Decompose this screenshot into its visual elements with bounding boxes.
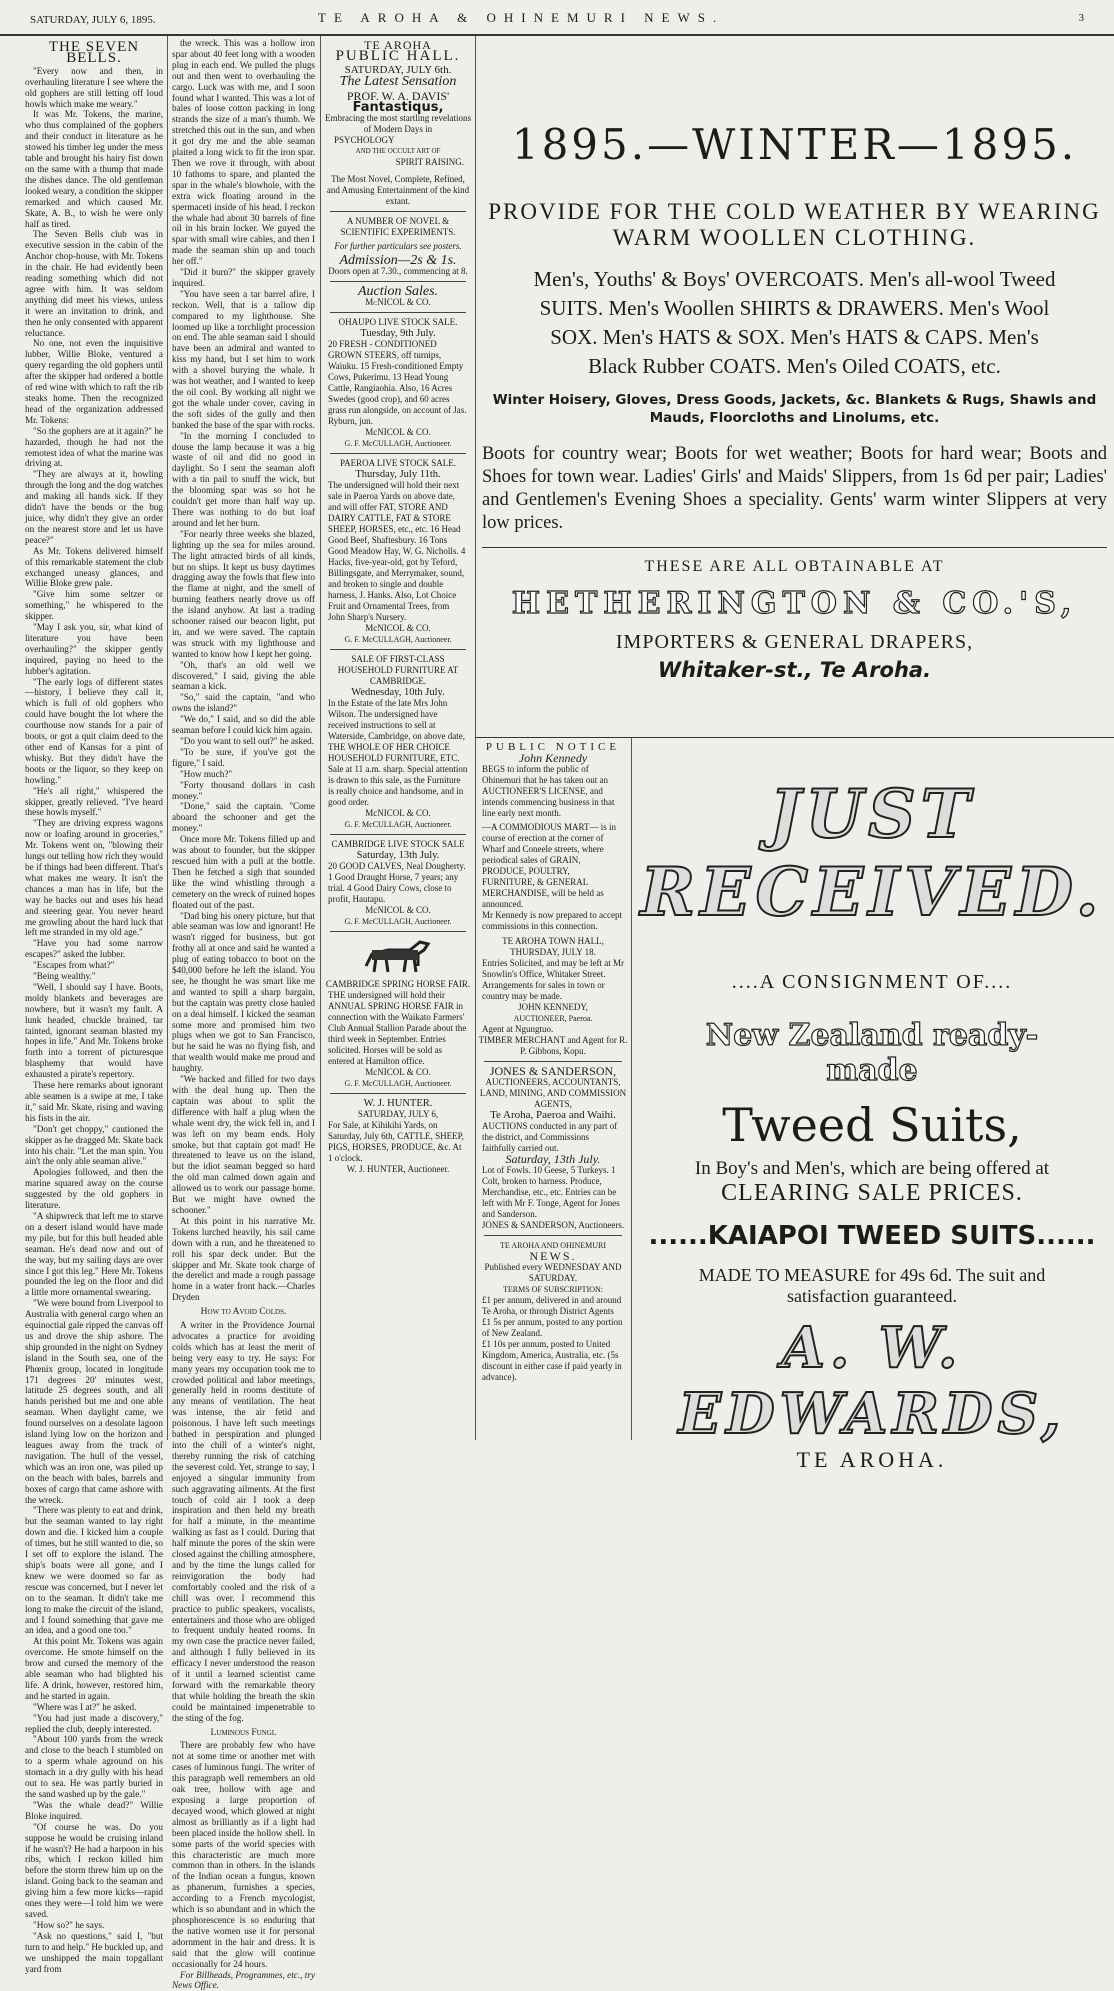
story-paragraph: "Forty thousand dollars in cash money."	[172, 780, 315, 802]
subs-news: NEWS.	[478, 1251, 628, 1262]
story-paragraph: Once more Mr. Tokens filled up and was about to founder, but the skipper rescued him with a pull at the bottle. Then he fetched a sigh that sounded like the wind whistling through a cemetery on the wreck of ruined hopes floated out of the past.	[172, 834, 315, 910]
colds-article: A writer in the Providence Journal advocates a practice for avoiding colds which has at least the merit of being very easy to try. He says: For many years my occupation took me to crowded political and labor meetings, generally held in rooms destitute of any means of ventilation. The heat was intense, the air fetid and poisonous. I have left such meetings bathed in perspiration and plunged into the chill of a winter's night, thereby running the risk of catching the severest cold. Yet, strange to say, I enjoyed a singular immunity from such aggravating ailments. At the first touch of cold air I took a deep inspiration and then held my breath for half a minute, in the meantime walking as fast as I could. During that half minute the pores of the skin were closed against the chilling atmosphere, and by the time the lungs called for reinvigoration the body had comfortably cooled and the risk of a chill was over. I recommend this practice to public speakers, vocalists, entertainers and those who are obliged to frequent unduly heated rooms. In my own case the practice never failed, and although I fully believed in its efficacy I never understood the reason of it until a learned scientist came forward with the remarkable theory that while holding the breath the skin could be maintained impenetrable to the sting of the fog.	[172, 1320, 315, 1724]
column-rule	[320, 36, 321, 1440]
notice-column	[478, 742, 628, 1440]
ohaupo-auctioneer: G. F. McCULLAGH, Auctioneer.	[324, 438, 472, 449]
notice-timber: TIMBER MERCHANT and Agent for R. P. Gibbons, Kopu.	[478, 1035, 628, 1057]
story-paragraph: "Give him some seltzer or something," he whispered to the skipper.	[25, 589, 163, 622]
clss-sign: McNICOL & CO.	[324, 905, 472, 916]
section-rule	[475, 737, 1114, 738]
spring-text: THE undersigned will hold their ANNUAL SPRING HORSE FAIR in connection with the Waikato Farmers' Club Annual Stallion Parade about the third week in September. Entries solicited. Horses will be sold as entered at Hamilton office.	[324, 990, 472, 1067]
edwards-nz1: New Zealand ready-	[636, 1018, 1108, 1053]
masthead-title: TE AROHA & OHINEMURI NEWS.	[318, 10, 724, 26]
story-paragraph: "How so?" he says.	[25, 1920, 163, 1931]
story-paragraph: "Done," said the captain. "Come aboard the schooner and get the money."	[172, 801, 315, 834]
jones-sign: JONES & SANDERSON, Auctioneers.	[478, 1220, 628, 1231]
ohaupo-title: OHAUPO LIVE STOCK SALE.	[324, 317, 472, 328]
billheads-notice: For Billheads, Programmes, etc., try News Office.	[172, 1970, 315, 1991]
notice-entries: Entries Solicited, and may be left at Mr Snowlin's Office, Whitaker Street.	[478, 958, 628, 980]
paeroa-date: Thursday, July 11th.	[324, 469, 472, 480]
edwards-satis: satisfaction guaranteed.	[636, 1286, 1108, 1307]
story-paragraph: "Well, I should say I have. Boots, moldy blankets and beverages are nowhere, but it wasn't my fault. A lunk headed, chuckle brained, tar tainted, ignorant seaman blasted my hopes in life." And Mr. Tokens broke forth into a torrent of picturesque blasphemy that would have exhausted a pirate's repertory.	[25, 982, 163, 1080]
winter-firm: HETHERINGTON & CO.'S,	[482, 586, 1107, 621]
story-paragraph: At this point in his narrative Mr. Tokens lurched heavily, his sail came down with a run, and he threatened to roll his spar deck under. But the skipper and Mr. Skate took charge of the derelict and made a rough passage home in a water front hack.—Charles Dryden	[172, 1216, 315, 1303]
winter-sub1: PROVIDE FOR THE COLD WEATHER BY WEARING	[482, 199, 1107, 225]
story-paragraph: "So," said the captain, "and who owns the island?"	[172, 692, 315, 714]
hall-posters: For further particulars see posters.	[324, 241, 472, 252]
column-rule	[631, 737, 632, 1440]
jones-places: Te Aroha, Paeroa and Waihi.	[478, 1110, 628, 1121]
jones-lots: Lot of Fowls. 10 Geese, 5 Turkeys. 1 Colt, broken to harness. Produce, Merchandise, etc., etc. Entries can be left with Mr F. Tonge, Agent for Jones and Sanderson.	[478, 1165, 628, 1220]
winter-title: 1895.—WINTER—1895.	[482, 120, 1107, 169]
story-paragraph: "May I ask you, sir, what kind of literature you have been overhauling?" the skipper gently inquired, paying no heed to the lubber's agitation.	[25, 622, 163, 677]
story-paragraph: "Did it burn?" the skipper gravely inquired.	[172, 267, 315, 289]
story-paragraph: "You have seen a tar barrel afire, I reckon. Well, that is a tallow dip compared to my lighthouse. She loomed up like a torchlight procession on end. The able seaman said I should have been an admiral and wanted to kiss my hand, but I set him to work with a shovel burying the whale. It was hot weather, and I wanted to keep the oil cool. By working all night we got the whale under cover, caving in the soft sides of the gully and then banked the base of the spar with rocks.	[172, 289, 315, 431]
notice-jk: JOHN KENNEDY,	[478, 1002, 628, 1013]
hall-fant: Fantastiqus,	[324, 102, 472, 113]
paeroa-text: The undersigned will hold their next sale in Paeroa Yards on above date, and will offer FAT, STORE AND DAIRY CATTLE, FAT & STORE SHEEP, HORSES, etc., etc. 16 Head Good Beef, Shaftesbury. 16 Tons Good Meadow Hay, W. G. Nicholls. 4 Hacks, five-year-old, got by Teford, Billingsgate, and Merrymaker, sound, and broken to single and double harness, J. Hanks. Also, Lot Choice Fruit and Ornamental Trees, from John Sharp's Nursery.	[324, 480, 472, 623]
edwards-kaiapoi: ......KAIAPOI TWEED SUITS......	[636, 1221, 1108, 1251]
subs-t1: £1 per annum, delivered in and around Te Aroha, or through District Agents	[478, 1295, 628, 1317]
notice-arrange: Arrangements for sales in town or country may be made.	[478, 980, 628, 1002]
hunter-sign: W. J. HUNTER, Auctioneer.	[324, 1164, 472, 1175]
column-rule	[167, 36, 168, 1440]
masthead-date: SATURDAY, JULY 6, 1895.	[30, 14, 156, 26]
spring-auctioneer: G. F. McCULLAGH, Auctioneer.	[324, 1078, 472, 1089]
clss-text: 20 GOOD CALVES, Neal Dougherty. 1 Good Draught Horse, 7 years; any trial. 4 Good Dairy Cows, close to profit, Hautapu.	[324, 861, 472, 905]
story-paragraph: "We do," I said, and so did the able seaman before I could kick him again.	[172, 714, 315, 736]
edwards-town: TE AROHA.	[636, 1447, 1108, 1473]
story-paragraph: "Have you had some narrow escapes?" asked the lubber.	[25, 938, 163, 960]
notice-name: John Kennedy	[478, 753, 628, 764]
story-paragraph: "In the morning I concluded to douse the lamp because it was a big waste of oil and did no good in daylight. So I sent the seaman aloft with a tin pail to snuff the wick, but the blooming spar was so hot he couldn't get more than half way up. There was nothing to do but loaf around and let her burn.	[172, 431, 315, 529]
edwards-boys: In Boy's and Men's, which are being offered at	[636, 1158, 1108, 1180]
story-paragraph: "To be sure, if you've got the figure," I said.	[172, 747, 315, 769]
story-paragraph: These here remarks about ignorant able seamen is a swipe at me, I take it," said Mr. Skate, rising and waving his fists in the air.	[25, 1080, 163, 1124]
story-paragraph: "Being wealthy."	[25, 971, 163, 982]
hall-psych: PSYCHOLOGY	[324, 135, 472, 146]
story-title: THE SEVEN BELLS.	[25, 42, 163, 64]
hall-novel: The Most Novel, Complete, Refined, and Amusing Entertainment of the kind extant.	[324, 174, 472, 207]
hall-desc: Embracing the most startling revelations of Modern Days in	[324, 113, 472, 135]
story-paragraph: "We were bound from Liverpool to Australia with general cargo when an equinoctial gale ripped the canvas off us and drove the ship ashore. The ship grounded in the night on Sydney island in the South sea, one of the Phœnix group, located in longitude 171 degrees 20' minutes west, latitude 25 degrees south, and all hands perished but me and one able seaman. When daylight came, we found ourselves on a desolate lagoon island lying low on the horizon and leagues away from the track of navigation. The hull of the vessel, which was an iron one, was piled up on the beach with bales, barrels and boxes of cargo that came ashore with the wreck.	[25, 1298, 163, 1505]
notice-hall-date: THURSDAY, JULY 18.	[478, 947, 628, 958]
winter-line3: SOX. Men's HATS & SOX. Men's HATS & CAPS. Men's	[482, 323, 1107, 352]
story-paragraph: "They are always at it, howling through the long and the dog watches and making all hands sick. If they didn't have the bends or the bug juice, why didn't they give an order on the nearest store and let us have peace?"	[25, 469, 163, 545]
story-paragraph: "For nearly three weeks she blazed, lighting up the sea for miles around. The light attracted birds of all kinds, but no ships. It kept us busy daytimes dragging away the fowls that flew into the flame at night, and the smell of burning feathers nearly drove us off the island anyhow. At last a trading schooner raised our beacon light, put in, and we were saved. The captain was struck with my lighthouse and wanted to know how I kept her going.	[172, 529, 315, 660]
story-paragraph: No one, not even the inquisitive lubber, Willie Bloke, ventured a query regarding the old gophers until after the skipper had ordered a bottle of red wine with which to raft the rib steaks home. Then the recognized head of the organization addressed Mr. Tokens:	[25, 338, 163, 425]
story-paragraph: "Of course he was. Do you suppose he would be cruising inland if he wasn't? He had a harpoon in his ribs, which I reckon killed him before the storm threw him up on the island. Going back to the seaman and giving him a few more kicks—rapid ones they were—I told him we were saved.	[25, 1822, 163, 1920]
ohaupo-text: 20 FRESH - CONDITIONED GROWN STEERS, off turnips, Waiuku. 15 Fresh-conditioned Empty Cows, Pukerimu. 13 Head Young Cattle, Rangiaohia. Also, 16 Acres Swedes (good crop), and 60 acres grass run alongside, on account of Jas. Ryburn, jun.	[324, 339, 472, 427]
winter-line1: Men's, Youths' & Boys' OVERCOATS. Men's all-wool Tweed	[482, 265, 1107, 294]
subs-t3: £1 10s per annum, posted to United Kingdom, America, Australia, etc. (5s discount in either case if paid yearly in advance).	[478, 1339, 628, 1383]
subs-paper: TE AROHA AND OHINEMURI	[478, 1240, 628, 1251]
story-paragraph: Apologies followed, and then the marine squared away on the course suggested by the old gophers in literature.	[25, 1167, 163, 1211]
edwards-consign: ....A CONSIGNMENT OF....	[636, 971, 1108, 994]
story-paragraph: The Seven Bells club was in executive session in the cabin of the Anchor chop-house, with Mr. Tokens in the chair. He had evidently been reading something which did not agree with him. It was seldom anything did meet his views, unless it were an invitation to drink, and then he only consented with apparent reluctance.	[25, 229, 163, 338]
masthead	[0, 0, 1114, 36]
story-paragraph: "A shipwreck that left me to starve on a desert island would have made my pile, but for this bull headed able seaman. He's dead now and out of the way, but my sailing days are over since I got this leg." Here Mr. Tokens pounded the leg on the floor and did a little more ornamental swearing.	[25, 1211, 163, 1298]
hall-occult: AND THE OCCULT ART OF	[324, 146, 472, 157]
horse-icon	[358, 936, 438, 976]
story-paragraph: "Oh, that's an old well we discovered," I said, giving the able seaman a kick.	[172, 660, 315, 693]
story-paragraph: "Was the whale dead?" Willie Bloke inquired.	[25, 1800, 163, 1822]
winter-line2: SUITS. Men's Woollen SHIRTS & DRAWERS. Men's Wool	[482, 294, 1107, 323]
jones-text: AUCTIONS conducted in any part of the district, and Commissions faithfully carried out.	[478, 1121, 628, 1154]
paeroa-sign: McNICOL & CO.	[324, 623, 472, 634]
winter-hosiery2: Mauds, Floorcloths and Linolums, etc.	[482, 409, 1107, 427]
story-paragraph: the wreck. This was a hollow iron spar about 40 feet long with a wooden plug in each end. We pulled the plugs out and then went to overhauling the cargo. Luck was with me, and I soon found what I wanted. This was a lot of bales of loose cotton packing in long strands the size of a man's thumb. We stretched this out in the sun, and when it got dry me and the able seaman plaited a long wick to fit the iron spar. Then we rove it through, with about 10 fathoms to spare, and planted the spar in the whale's blowhole, with the extra wick floating around in the spermaceti inside of his head. I reckon the whale had about 30 barrels of fine oil in his brain locker. We guyed the spar with small wire cables, and then I made the seaman shin up and touch her off."	[172, 38, 315, 267]
story-paragraph: "Do you want to sell out?" he asked.	[172, 736, 315, 747]
story-paragraph: "We backed and filled for two days with the deal hung up. Then the captain was about to split the difference with half a plug when the whale went dry, the wick fell in, and I was left on my beam ends. Holy smoke, but that captain got mad! He threatened to leave us on the island, but the idiot seaman begged so hard the old man calmed down again and allowed us to work our passage home. But we might have owned the schooner."	[172, 1074, 315, 1216]
hall-spirit: SPIRIT RAISING.	[324, 157, 472, 168]
winter-sub2: WARM WOOLLEN CLOTHING.	[482, 225, 1107, 251]
winter-address: Whitaker-st., Te Aroha.	[482, 658, 1107, 682]
edwards-just: JUST RECEIVED.	[636, 775, 1108, 931]
edwards-measure: MADE TO MEASURE for 49s 6d. The suit and	[636, 1265, 1108, 1286]
story-paragraph: "You had just made a discovery," replied the club, deeply interested.	[25, 1713, 163, 1735]
cambridge-text: In the Estate of the late Mrs John Wilson. The undersigned have received instructions to sell at Waterside, Cambridge, on above date, THE WHOLE OF HER CHOICE HOUSEHOLD FURNITURE, ETC. Sale at 11 a.m. sharp. Special attention is drawn to this sale, as the Furniture is really choice and handsome, and in good order.	[324, 698, 472, 808]
story-paragraph: "Dad bing his onery picture, but that able seaman was low and ignorant! He wasn't rigged for business, but got frothy all at once and said he wanted a plug of eating tobacco to boot on the $40,000 before he left the island. You see, he thought he was smart like me and wanted to spill a sharp bargain, but the captain was pretty close hauled on a deal himself. I kicked the seaman some more and promised him two plugs when we got to San Francisco, but he said he was no flying fish, and that wealth would make me proud and haughty.	[172, 911, 315, 1075]
notice-text2: Mr Kennedy is now prepared to accept commissions in this connection.	[478, 910, 628, 932]
colds-heading: How to Avoid Colds.	[172, 1307, 315, 1318]
story-paragraph: At this point Mr. Tokens was again overcome. He smote himself on the brow and cursed the memory of the able seaman who had blighted his life. A drink, however, restored him, and he started in again.	[25, 1636, 163, 1701]
winter-obtainable: THESE ARE ALL OBTAINABLE AT	[482, 558, 1107, 576]
story-paragraph: "He's all right," whispered the skipper, greatly relieved. "I've heard these howls myself."	[25, 786, 163, 819]
jones-date: Saturday, 13th July.	[478, 1154, 628, 1165]
winter-hosiery1: Winter Hoisery, Gloves, Dress Goods, Jackets, &c. Blankets & Rugs, Shawls and	[482, 391, 1107, 409]
hunter-title: W. J. HUNTER.	[324, 1098, 472, 1109]
fungi-heading: Luminous Fungi.	[172, 1728, 315, 1739]
spring-sign: McNICOL & CO.	[324, 1067, 472, 1078]
hall-prof: PROF. W. A. DAVIS'	[324, 91, 472, 102]
hall-admission: Admission—2s & 1s.	[324, 255, 472, 266]
story-column-1	[25, 38, 163, 1438]
story-paragraph: "Every now and then, in overhauling literature I see where the old gophers are still letting off loud howls which make me weary."	[25, 66, 163, 110]
fungi-article: There are probably few who have not at some time or another met with cases of luminous fungi. The writer of this paragraph well remembers an old oak tree, hollow with age and exposing a large proportion of decayed wood, which glowed at night almost as brilliantly as if a light had been placed inside the hollow shell. In some parts of the world species with this characteristic are much more common than in others. In the islands of the Indian ocean a fungus, known as phanerum, furnishes a species, according to a French mycologist, which is so abundant and in which the phosphorescence is so enduring that the native women use it for personal adornment in the hair and dress. It is said that the glow will continue occasionally for 24 hours.	[172, 1740, 315, 1969]
story-paragraph: "How much?"	[172, 769, 315, 780]
edwards-nz2: made	[636, 1053, 1108, 1088]
page-number: 3	[1079, 12, 1085, 24]
notice-title: PUBLIC NOTICE	[478, 742, 628, 753]
column-rule	[475, 36, 476, 1440]
story-paragraph: "The early logs of different states—history, I believe they call it, which is full of old gophers who could have bought the lot where the courthouse now stands for a pair of boots, or got a quit claim deed to the other end of Kansas for a pint of whisky. But they didn't have the boots or the liquor, so they keep on howling."	[25, 677, 163, 786]
story-paragraphs	[25, 66, 163, 1975]
winter-importers: IMPORTERS & GENERAL DRAPERS,	[482, 631, 1107, 654]
hall-exp: A NUMBER OF NOVEL & SCIENTIFIC EXPERIMENTS.	[324, 216, 472, 238]
story-paragraph: "They are driving express wagons now or loafing around in groceries," Mr. Tokens went on, "blowing their lungs out telling how rich they would be if things had been different. That's what makes me weary. It isn't the chances a man has in life, but the way he backs out and uses his head and steering gear. You never heard me growling about the hard luck that left me stranded in my old age."	[25, 818, 163, 938]
paeroa-auctioneer: G. F. McCULLAGH, Auctioneer.	[324, 634, 472, 645]
story-paragraph: "Don't get choppy," cautioned the skipper as he dragged Mr. Skate back into his chair. "Let the man spin. You ain't the only able seaman alive."	[25, 1124, 163, 1168]
paeroa-title: PAEROA LIVE STOCK SALE.	[324, 458, 472, 469]
story-paragraph: It was Mr. Tokens, the marine, who thus complained of the gophers and their conduct in literature as he stowed his timber leg under the mess table and brought his hairy fist down on the same with a thump that made the dishes dance. The old gentleman looked weary, a condition the skipper remarked and which caused Mr. Skate, A. B., to wish he were only half as tired.	[25, 109, 163, 229]
subs-t2: £1 5s per annum, posted to any portion of New Zealand.	[478, 1317, 628, 1339]
clss-title: CAMBRIDGE LIVE STOCK SALE	[324, 839, 472, 850]
story-paragraph: "Ask no questions," said I, "but turn to and help." He buckled up, and we unshipped the main topgallant yard from	[25, 1931, 163, 1975]
edwards-clearing: CLEARING SALE PRICES.	[636, 1180, 1108, 1207]
story-paragraph: "Where was I at?" he asked.	[25, 1702, 163, 1713]
cambridge-auctioneer: G. F. McCULLAGH, Auctioneer.	[324, 819, 472, 830]
cambridge-date: Wednesday, 10th July.	[324, 687, 472, 698]
hall-doors: Doors open at 7.30., commencing at 8.	[324, 266, 472, 277]
hall-latest: The Latest Sensation	[324, 76, 472, 87]
auction-header: Auction Sales.	[324, 286, 472, 297]
story-column-2	[172, 38, 315, 1438]
hall-advert	[324, 40, 472, 277]
spring-title: CAMBRIDGE SPRING HORSE FAIR.	[324, 979, 472, 990]
auction-mcnicol: McNICOL & CO.	[324, 297, 472, 308]
subs-terms: TERMS OF SUBSCRIPTION:	[478, 1284, 628, 1295]
winter-boots: Boots for country wear; Boots for wet weather; Boots for hard wear; Boots and Shoes for town wear. Ladies' Girls' and Maids' Slippers, from 1s 6d per pair; Ladies' and Gentlemen's Evening Shoes a speciality. Gents' warm winter Slippers at very low prices.	[482, 443, 1107, 535]
advert-column	[324, 40, 472, 1438]
story-paragraph: "So the gophers are at it again?" he hazarded, though he had not the remotest idea of what the marine was driving at.	[25, 426, 163, 470]
hunter-date: SATURDAY, JULY 6,	[324, 1109, 472, 1120]
notice-hall: TE AROHA TOWN HALL,	[478, 936, 628, 947]
story-paragraph: "About 100 yards from the wreck and close to the beach I stumbled on to a sperm whale aground on his stomach in a dry gully with his head out to sea. He was partly buried in the sand washed up by the gale."	[25, 1734, 163, 1799]
clss-auctioneer: G. F. McCULLAGH, Auctioneer.	[324, 916, 472, 927]
hall-date: SATURDAY, JULY 6th.	[324, 65, 472, 76]
cambridge-title: SALE OF FIRST-CLASS HOUSEHOLD FURNITURE AT CAMBRIDGE.	[324, 654, 472, 687]
notice-agent: Agent at Ngungtuo.	[478, 1024, 628, 1035]
edwards-tweed: Tweed Suits,	[636, 1098, 1108, 1152]
winter-advert	[482, 120, 1107, 682]
notice-jk2: AUCTIONEER, Paeroa.	[478, 1013, 628, 1024]
hall-line2: PUBLIC HALL.	[324, 51, 472, 62]
notice-mart: —A COMMODIOUS MART— is in course of erection at the corner of Wharf and Coneele streets, where periodical sales of GRAIN, PRODUCE, POULTRY, FURNITURE, & GENERAL MERCHANDISE, will be held as announced.	[478, 822, 628, 910]
winter-line4: Black Rubber COATS. Men's Oiled COATS, etc.	[482, 352, 1107, 381]
hunter-text: For Sale, at Kihikihi Yards, on Saturday, July 6th, CATTLE, SHEEP, PIGS, HORSES, PRODUCE, &c. At 1 o'clock.	[324, 1120, 472, 1164]
jones-sub: AUCTIONEERS, ACCOUNTANTS, LAND, MINING, AND COMMISSION AGENTS,	[478, 1077, 628, 1110]
story-paragraph: "There was plenty to eat and drink, but the seaman wanted to lay right down and die. I kicked him a couple of times, but he still wanted to die, so I set off to explore the island. The ship's boats were all gone, and I knew we were doomed so far as rescue was concerned, but I never let on to the seaman. It didn't take me long to make the circuit of the island, and I found something that gave me an idea, and a good one too."	[25, 1505, 163, 1636]
edwards-advert	[636, 775, 1108, 1473]
jones-title: JONES & SANDERSON,	[478, 1066, 628, 1077]
clss-date: Saturday, 13th July.	[324, 850, 472, 861]
notice-text1: BEGS to inform the public of Ohinemuri that he has taken out an AUCTIONEER'S LICENSE, and intends commencing business in that line early next month.	[478, 764, 628, 819]
ohaupo-sign: McNICOL & CO.	[324, 427, 472, 438]
story-paragraph: "Escapes from what?"	[25, 960, 163, 971]
cambridge-sign: McNICOL & CO.	[324, 808, 472, 819]
story-paragraph: As Mr. Tokens delivered himself of this remarkable statement the club exchanged uneasy glances, and Willie Bloke grew pale.	[25, 546, 163, 590]
subs-pub: Published every WEDNESDAY AND SATURDAY.	[478, 1262, 628, 1284]
story-continued	[172, 38, 315, 1303]
ohaupo-date: Tuesday, 9th July.	[324, 328, 472, 339]
hall-line1: TE AROHA	[324, 40, 472, 51]
edwards-name: A. W. EDWARDS,	[636, 1315, 1108, 1447]
